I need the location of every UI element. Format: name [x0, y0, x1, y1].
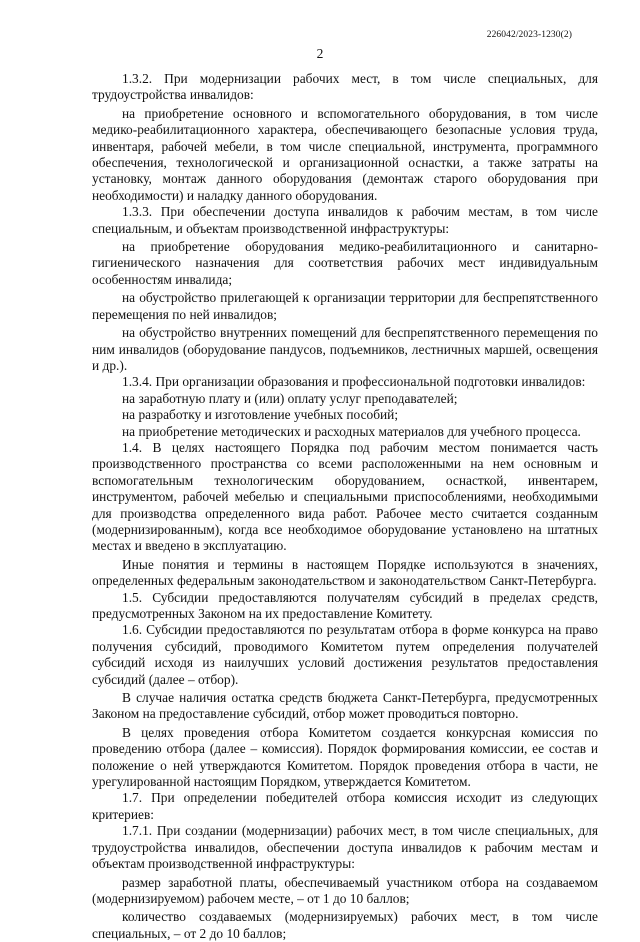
- paragraph-salary: на заработную плату и (или) оплату услуг преподавателей;: [122, 390, 458, 406]
- paragraph-medical-equipment: на приобретение оборудования медико-реабилитационного и санитарно-гигиенического назначения для соответствия рабочих мест индивидуальным особенностям инвалида;: [92, 239, 598, 287]
- document-body: [92, 71, 598, 942]
- paragraph-1-7-1: 1.7.1. При создании (модернизации) рабочих мест, в том числе специальных, для трудоустройства инвалидов, обеспечении доступа инвалидов к рабочим местам и объектам производственной инфраструктуры:: [92, 823, 598, 872]
- page-number: 2: [316, 46, 324, 61]
- paragraph-criterion-salary: размер заработной платы, обеспечиваемый участником отбора на создаваемом (модернизируемом) рабочем месте, – от 1 до 10 баллов;: [92, 874, 598, 906]
- paragraph-territory: на обустройство прилегающей к организации территории для беспрепятственного перемещения по ней инвалидов;: [92, 290, 598, 322]
- paragraph-commission: В целях проведения отбора Комитетом создается конкурсная комиссия по проведению отбора (далее – комиссия). Порядок формирования комиссии, ее состав и положение о ней утверждаются Комитетом. Порядок проведения отбора в части, не урегулированной настоящим Порядком, утверждается Комитетом.: [92, 724, 598, 790]
- paragraph-1-3-4: 1.3.4. При организации образования и профессиональной подготовки инвалидов:: [122, 374, 586, 390]
- paragraph-materials: на приобретение методических и расходных материалов для учебного процесса.: [122, 423, 581, 439]
- paragraph-1-6: 1.6. Субсидии предоставляются по результатам отбора в форме конкурса на право получения субсидий, проводимого Комитетом путем определения получателей субсидий исходя из наилучших условий достижения результатов предоставления субсидий (далее – отбор).: [92, 622, 598, 687]
- paragraph-1-4: 1.4. В целях настоящего Порядка под рабочим местом понимается часть производственного пространства со всеми расположенными на нем основным и вспомогательным технологическим оборудованием, оснасткой, инвентарем, инструментом, рабочей мебелью и специальными приспособлениями, необходимыми для производства определенного вида работ. Рабочее место считается созданным (модернизированным), когда все необходимое оборудование установлено на штатных местах и введено в эксплуатацию.: [92, 439, 598, 554]
- paragraph-interior: на обустройство внутренних помещений для беспрепятственного перемещения по ним инвалидов (оборудование пандусов, подъемников, лестничных маршей, освещения и др.).: [92, 325, 598, 373]
- paragraph-manuals: на разработку и изготовление учебных пособий;: [122, 407, 399, 423]
- paragraph-repeat-selection: В случае наличия остатка средств бюджета Санкт-Петербурга, предусмотренных Законом на предоставление субсидий, отбор может проводиться повторно.: [92, 690, 598, 722]
- document-registration-number: 226042/2023-1230(2): [486, 30, 572, 40]
- paragraph-1-3-3: 1.3.3. При обеспечении доступа инвалидов к рабочим местам, в том числе специальным, и объектам производственной инфраструктуры:: [92, 204, 598, 236]
- paragraph-equipment-purchase: на приобретение основного и вспомогательного оборудования, в том числе медико-реабилитационного характера, обеспечивающего безопасные условия труда, инвентаря, рабочей мебели, в том числе специальной, инструмента, программного обеспечения, технологической и организационной оснастки, а также затраты на установку, монтаж данного оборудования (демонтаж старого оборудования при необходимости) и наладку данного оборудования.: [92, 105, 598, 203]
- paragraph-1-5: 1.5. Субсидии предоставляются получателям субсидий в пределах средств, предусмотренных Законом на их предоставление Комитету.: [92, 589, 598, 621]
- paragraph-other-terms: Иные понятия и термины в настоящем Порядке используются в значениях, определенных федеральным законодательством и законодательством Санкт-Петербурга.: [92, 556, 598, 589]
- paragraph-criterion-count: количество создаваемых (модернизируемых) рабочих мест, в том числе специальных, – от 2 до 10 баллов;: [92, 909, 598, 941]
- paragraph-1-7: 1.7. При определении победителей отбора комиссия исходит из следующих критериев:: [92, 790, 598, 822]
- paragraph-1-3-2: 1.3.2. При модернизации рабочих мест, в том числе специальных, для трудоустройства инвалидов:: [92, 71, 598, 103]
